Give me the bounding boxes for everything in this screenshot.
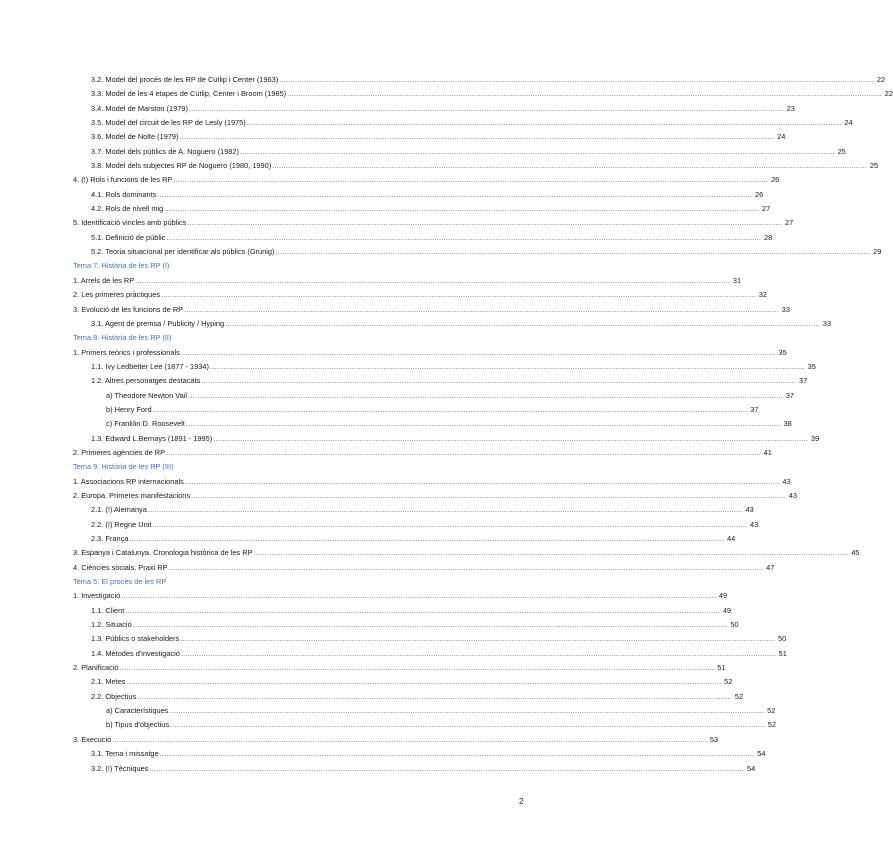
toc-entry-title: 3.4. Model de Marston (1979) bbox=[91, 103, 188, 113]
toc-entry-title: Tema 7. Història de les RP (I) bbox=[73, 261, 170, 271]
toc-entry-page: 43 bbox=[782, 476, 791, 486]
toc-entry-title: 1.1. Client bbox=[91, 605, 125, 615]
toc-entry-page: 24 bbox=[777, 132, 786, 142]
toc-entry-title: 3. Execució bbox=[73, 734, 112, 744]
toc-entry-page: 49 bbox=[718, 591, 728, 601]
toc-section-heading[interactable] bbox=[73, 259, 528, 273]
toc-entry[interactable] bbox=[73, 432, 820, 446]
toc-leader-dots bbox=[120, 661, 715, 675]
toc-entry[interactable] bbox=[73, 632, 787, 646]
toc-entry-page: 27 bbox=[761, 204, 771, 214]
toc-leader-dots bbox=[166, 231, 761, 245]
toc-leader-dots bbox=[127, 675, 722, 689]
toc-entry-page: 26 bbox=[754, 189, 764, 199]
toc-entry-page: 52 bbox=[767, 720, 776, 730]
toc-entry-title: 4. (!) Rols i funcions de les RP bbox=[73, 175, 173, 185]
toc-entry-page: 43 bbox=[745, 505, 754, 515]
toc-entry-title: 3.1. Agent de premsa / Publicity / Hyping bbox=[91, 318, 225, 328]
toc-entry[interactable] bbox=[73, 675, 733, 689]
toc-entry-title: 3.6. Model de Nolte (1979) bbox=[91, 132, 179, 142]
toc-entry[interactable] bbox=[73, 245, 882, 259]
toc-entry[interactable] bbox=[73, 747, 766, 761]
toc-leader-dots bbox=[152, 518, 747, 532]
toc-leader-dots bbox=[287, 87, 882, 101]
toc-entry[interactable] bbox=[73, 446, 772, 460]
toc-leader-dots bbox=[148, 503, 743, 517]
toc-entry[interactable] bbox=[73, 73, 886, 87]
toc-entry-page: 39 bbox=[810, 433, 820, 443]
toc-section-heading[interactable] bbox=[73, 460, 528, 474]
toc-leader-dots bbox=[247, 116, 842, 130]
toc-leader-dots bbox=[184, 303, 779, 317]
toc-entry[interactable] bbox=[73, 762, 756, 776]
toc-entry[interactable] bbox=[73, 159, 879, 173]
toc-entry-page: 23 bbox=[786, 103, 795, 113]
toc-entry[interactable] bbox=[73, 303, 790, 317]
toc-entry[interactable] bbox=[73, 202, 771, 216]
toc-leader-dots bbox=[185, 475, 780, 489]
toc-entry[interactable] bbox=[73, 389, 794, 403]
toc-entry[interactable] bbox=[73, 475, 791, 489]
toc-entry[interactable] bbox=[73, 346, 787, 360]
toc-entry-page: 51 bbox=[717, 663, 726, 673]
toc-entry-title: 1. Primers teòrics i professionals bbox=[73, 347, 180, 357]
toc-entry-title: 2.2. Objectius bbox=[91, 691, 137, 701]
toc-leader-dots bbox=[186, 417, 781, 431]
toc-entry[interactable] bbox=[73, 718, 776, 732]
toc-leader-dots bbox=[125, 604, 720, 618]
toc-entry[interactable] bbox=[73, 532, 736, 546]
toc-entry-title: 1. Arrels de les RP bbox=[73, 275, 135, 285]
toc-entry[interactable] bbox=[73, 704, 776, 718]
toc-entry[interactable] bbox=[73, 145, 846, 159]
toc-entry[interactable] bbox=[73, 604, 732, 618]
toc-entry[interactable] bbox=[73, 561, 775, 575]
toc-leader-dots bbox=[137, 690, 732, 704]
toc-entry[interactable] bbox=[73, 503, 754, 517]
toc-entry-title: 5.2. Teoria situacional per identificar als públics (Grunig) bbox=[91, 247, 275, 257]
toc-entry[interactable] bbox=[73, 518, 759, 532]
toc-entry[interactable] bbox=[73, 116, 853, 130]
toc-entry-title: 1.4. Mètodes d'investigació bbox=[91, 648, 180, 658]
toc-leader-dots bbox=[157, 188, 752, 202]
toc-leader-dots bbox=[149, 762, 744, 776]
toc-leader-dots bbox=[187, 216, 782, 230]
toc-entry-page: 24 bbox=[844, 118, 853, 128]
toc-leader-dots bbox=[153, 403, 748, 417]
toc-entry-page: 49 bbox=[722, 605, 732, 615]
toc-leader-dots bbox=[180, 632, 775, 646]
toc-entry-title: 1.3. Públics o stakeholders bbox=[91, 634, 180, 644]
toc-leader-dots bbox=[210, 360, 805, 374]
toc-entry-page: 25 bbox=[869, 161, 879, 171]
toc-entry[interactable] bbox=[73, 360, 816, 374]
toc-entry-title: 3.2. Model del procés de les RP de Cutlip i Center (1963) bbox=[91, 75, 279, 84]
toc-leader-dots bbox=[161, 288, 756, 302]
toc-entry-title: a) Theodore Newton Vail bbox=[106, 390, 188, 400]
toc-entry[interactable] bbox=[73, 661, 726, 675]
toc-section-heading[interactable] bbox=[73, 331, 528, 345]
toc-entry-title: 1.2. Altres personatges destacats bbox=[91, 376, 201, 386]
toc-entry-title: 4.2. Rols de nivell mig bbox=[91, 204, 164, 214]
toc-entry-title: 2.1. (!) Alemanya bbox=[91, 505, 147, 515]
toc-entry-page: 35 bbox=[807, 361, 816, 371]
toc-leader-dots bbox=[213, 432, 808, 446]
toc-entry-title: 1.3. Edward L.Bernays (1891 - 1995) bbox=[91, 433, 213, 443]
toc-leader-dots bbox=[135, 274, 730, 288]
toc-entry-page: 45 bbox=[851, 548, 860, 558]
toc-entry[interactable] bbox=[73, 274, 742, 288]
toc-leader-dots bbox=[189, 102, 784, 116]
toc-leader-dots bbox=[173, 173, 768, 187]
toc-entry-title: 3. Espanya i Catalunya. Cronologia històrica de les RP bbox=[73, 548, 253, 558]
toc-entry-title: 1. Associacions RP internacionals bbox=[73, 476, 184, 486]
toc-entry-page: 54 bbox=[747, 763, 756, 773]
toc-entry-title: 5. Identificació vincles amb públics bbox=[73, 218, 187, 228]
toc-entry-title: 2. Les primeres pràctiques bbox=[73, 290, 161, 300]
toc-entry[interactable] bbox=[73, 231, 773, 245]
toc-leader-dots bbox=[225, 317, 820, 331]
toc-leader-dots bbox=[181, 346, 776, 360]
toc-entry-title: 2. Primeres agències de RP bbox=[73, 447, 166, 457]
toc-leader-dots bbox=[240, 145, 835, 159]
toc-entry[interactable] bbox=[73, 403, 759, 417]
toc-entry-title: 1.1. Ivy Ledbetter Lee (1877 - 1934) bbox=[91, 361, 209, 371]
toc-entry-title: 4.1. Rols dominants bbox=[91, 189, 157, 199]
toc-leader-dots bbox=[254, 546, 849, 560]
toc-entry-page: 37 bbox=[750, 404, 759, 414]
toc-leader-dots bbox=[272, 159, 867, 173]
toc-entry-title: 2.2. (!) Regne Unit bbox=[91, 519, 152, 529]
toc-entry-page: 22 bbox=[876, 75, 886, 84]
toc-entry[interactable] bbox=[73, 317, 831, 331]
toc-entry-page: 53 bbox=[709, 734, 719, 744]
toc-entry-page: 32 bbox=[758, 290, 767, 300]
toc-entry-title: 3.5. Model del circuit de les RP de Lesly (1975) bbox=[91, 118, 246, 128]
toc-entry-page: 25 bbox=[837, 146, 846, 156]
toc-entry-page: 52 bbox=[734, 691, 744, 701]
toc-entry-title: Tema 8. Història de les RP (II) bbox=[73, 333, 172, 343]
toc-entry-page: 22 bbox=[884, 89, 893, 99]
toc-entry[interactable] bbox=[73, 690, 744, 704]
toc-entry[interactable] bbox=[73, 288, 767, 302]
toc-entry-page: 52 bbox=[767, 706, 776, 716]
toc-entry[interactable] bbox=[73, 374, 808, 388]
toc-section-heading[interactable] bbox=[73, 575, 528, 589]
toc-leader-dots bbox=[180, 130, 775, 144]
toc-entry-page: 51 bbox=[778, 648, 787, 658]
toc-leader-dots bbox=[169, 704, 764, 718]
toc-entry-title: b) Tipus d'objectius bbox=[106, 720, 170, 730]
toc-entry[interactable] bbox=[73, 733, 719, 747]
toc-entry[interactable] bbox=[73, 87, 893, 101]
toc-entry-page: 50 bbox=[777, 634, 787, 644]
toc-entry-page: 52 bbox=[724, 677, 733, 687]
toc-entry-title: 3.8. Model dels subjectes RP de Noguero (1980, 1990) bbox=[91, 161, 272, 171]
toc-entry-title: 3. Evolució de les funcions de RP bbox=[73, 304, 184, 314]
toc-entry-title: b) Henry Ford bbox=[106, 404, 152, 414]
toc-leader-dots bbox=[201, 374, 796, 388]
toc-entry-title: 2.1. Metes bbox=[91, 677, 126, 687]
toc-leader-dots bbox=[164, 202, 759, 216]
toc-entry[interactable] bbox=[73, 647, 787, 661]
toc-leader-dots bbox=[279, 73, 874, 87]
toc-entry-title: a) Característiques bbox=[106, 706, 169, 716]
toc-entry-title: 3.1. Tema i missatge bbox=[91, 749, 159, 759]
toc-entry-title: 2.3. França bbox=[91, 534, 129, 543]
table-of-contents bbox=[73, 73, 893, 776]
toc-entry-page: 27 bbox=[785, 218, 794, 228]
toc-entry-page: 43 bbox=[750, 519, 759, 529]
toc-leader-dots bbox=[112, 733, 707, 747]
toc-entry-title: 5.1. Definició de públic bbox=[91, 232, 166, 242]
toc-entry-page: 26 bbox=[771, 175, 780, 185]
toc-entry-page: 33 bbox=[822, 318, 831, 328]
toc-entry-page: 31 bbox=[732, 275, 742, 285]
toc-entry-title: 3.3. Model de les 4 etapes de Cutlip, Center i Broom (1985) bbox=[91, 89, 287, 99]
toc-entry[interactable] bbox=[73, 489, 797, 503]
toc-leader-dots bbox=[191, 489, 786, 503]
toc-entry-title: 2. Europa. Primeres manifestacions bbox=[73, 490, 191, 500]
toc-entry-title: 3.2. (!) Tècniques bbox=[91, 763, 149, 773]
toc-leader-dots bbox=[166, 446, 761, 460]
toc-leader-dots bbox=[276, 245, 871, 259]
toc-leader-dots bbox=[133, 618, 728, 632]
toc-entry-page: 44 bbox=[727, 534, 736, 543]
toc-leader-dots bbox=[129, 532, 724, 546]
toc-entry-title: 2. Planificació bbox=[73, 663, 119, 673]
toc-entry-title: 3.7. Model dels públics de A. Noguero (1982) bbox=[91, 146, 239, 156]
toc-entry[interactable] bbox=[73, 216, 794, 230]
toc-leader-dots bbox=[181, 647, 776, 661]
toc-entry-page: 50 bbox=[730, 620, 739, 630]
toc-entry-title: c) Franklin D. Roosevelt bbox=[106, 419, 185, 429]
toc-entry-page: 33 bbox=[781, 304, 790, 314]
toc-entry-title: 4. Ciències socials. Praxi RP bbox=[73, 562, 168, 572]
toc-entry-page: 37 bbox=[798, 376, 808, 386]
page-number: 2 bbox=[519, 797, 524, 806]
toc-entry[interactable] bbox=[73, 102, 795, 116]
toc-entry-page: 47 bbox=[766, 562, 775, 572]
toc-entry-title: Tema 5. El procés de les RP bbox=[73, 577, 167, 587]
toc-entry-title: 1. Investigació bbox=[73, 591, 121, 601]
toc-entry-page: 43 bbox=[788, 490, 797, 500]
toc-entry-page: 54 bbox=[757, 749, 766, 759]
toc-leader-dots bbox=[168, 561, 763, 575]
toc-entry[interactable] bbox=[73, 546, 860, 560]
toc-entry-page: 28 bbox=[764, 232, 773, 242]
toc-entry-title: 1.2. Situació bbox=[91, 620, 132, 630]
toc-leader-dots bbox=[160, 747, 755, 761]
toc-entry[interactable] bbox=[73, 618, 739, 632]
toc-entry-page: 37 bbox=[785, 390, 794, 400]
toc-entry-page: 41 bbox=[763, 447, 772, 457]
toc-entry-page: 35 bbox=[778, 347, 787, 357]
toc-entry-page: 29 bbox=[873, 247, 882, 257]
toc-entry-page: 38 bbox=[783, 419, 792, 429]
toc-entry[interactable] bbox=[73, 173, 780, 187]
toc-leader-dots bbox=[188, 389, 783, 403]
toc-entry[interactable] bbox=[73, 130, 786, 144]
toc-leader-dots bbox=[121, 589, 716, 603]
toc-entry[interactable] bbox=[73, 589, 728, 603]
toc-entry[interactable] bbox=[73, 417, 792, 431]
toc-leader-dots bbox=[170, 718, 765, 732]
toc-entry-title: Tema 9. Història de les RP (III) bbox=[73, 462, 174, 472]
toc-entry[interactable] bbox=[73, 188, 764, 202]
